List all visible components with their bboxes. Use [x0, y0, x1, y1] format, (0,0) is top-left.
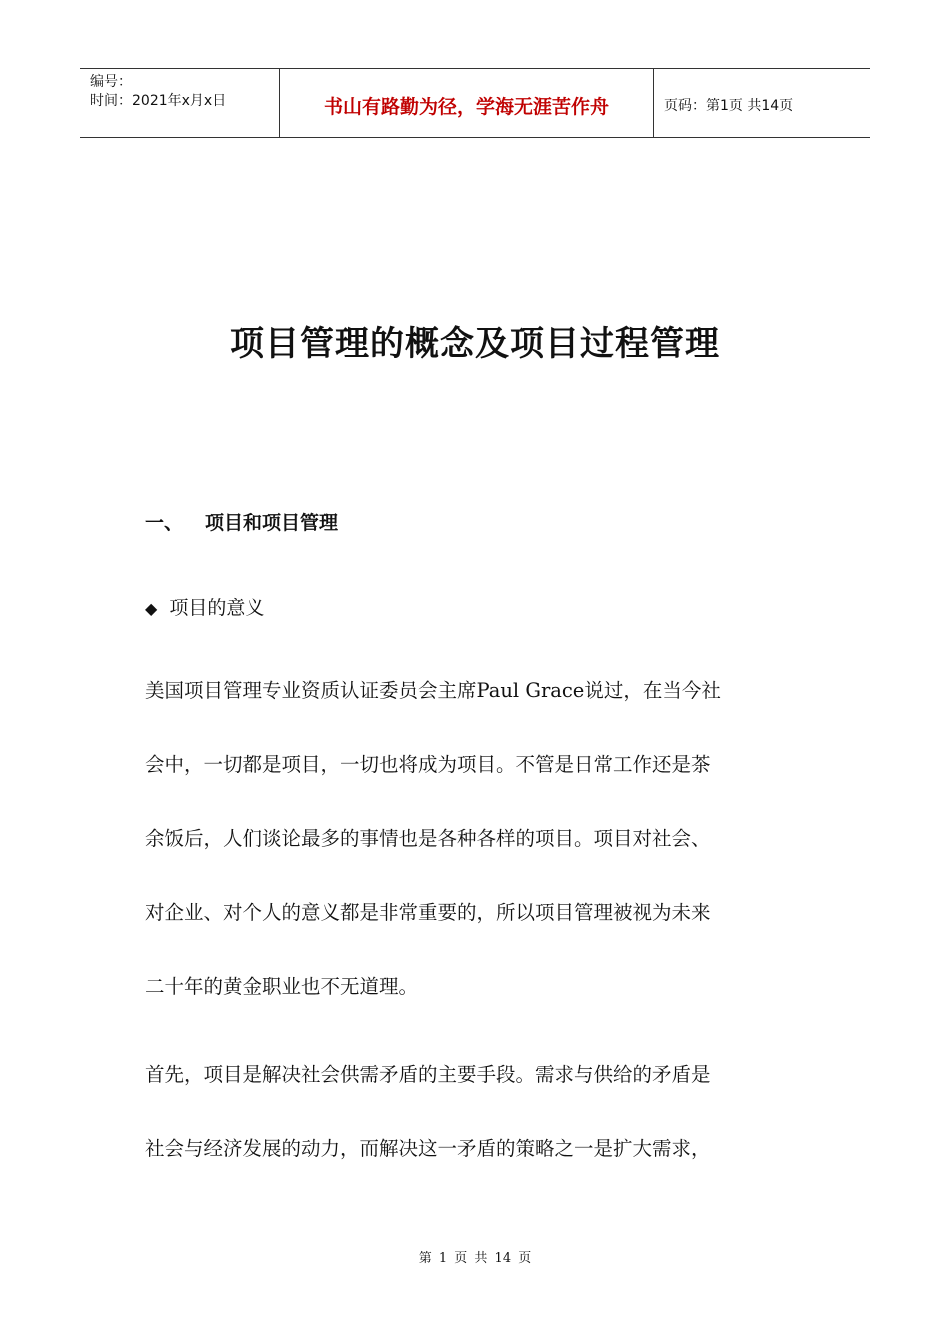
paragraph-1 [145, 654, 805, 1024]
paragraph-2 [145, 1038, 805, 1186]
diamond-bullet-icon: ◆ [145, 599, 158, 618]
number-label: 编号： [90, 74, 132, 90]
paragraph-line: 美国项目管理专业资质认证委员会主席Paul Grace说过，在当今社 [145, 679, 721, 702]
section-heading [145, 508, 338, 535]
time-label: 时间：2021年x月x日 [90, 93, 227, 109]
header-motto: 书山有路勤为径，学海无涯苦作舟 [280, 69, 654, 137]
section-title: 项目和项目管理 [205, 512, 339, 534]
paragraph-line: 首先，项目是解决社会供需矛盾的主要手段。需求与供给的矛盾是 [145, 1063, 711, 1086]
header-meta [80, 69, 280, 137]
subsection-heading [145, 593, 264, 620]
page-footer: 第 1 页 共 14 页 [418, 1251, 532, 1266]
document-header [80, 68, 870, 138]
paragraph-line: 会中，一切都是项目，一切也将成为项目。不管是日常工作还是茶 [145, 753, 711, 776]
header-page-info: 页码：第1页 共14页 [664, 98, 794, 114]
paragraph-line: 余饭后，人们谈论最多的事情也是各种各样的项目。项目对社会、 [145, 827, 711, 850]
subsection-title: 项目的意义 [169, 597, 265, 619]
section-number: 一、 [145, 512, 184, 534]
paragraph-line: 对企业、对个人的意义都是非常重要的，所以项目管理被视为未来 [145, 901, 711, 924]
paragraph-line: 社会与经济发展的动力，而解决这一矛盾的策略之一是扩大需求， [145, 1137, 711, 1160]
paragraph-line: 二十年的黄金职业也不无道理。 [145, 975, 419, 998]
document-title: 项目管理的概念及项目过程管理 [230, 324, 720, 364]
